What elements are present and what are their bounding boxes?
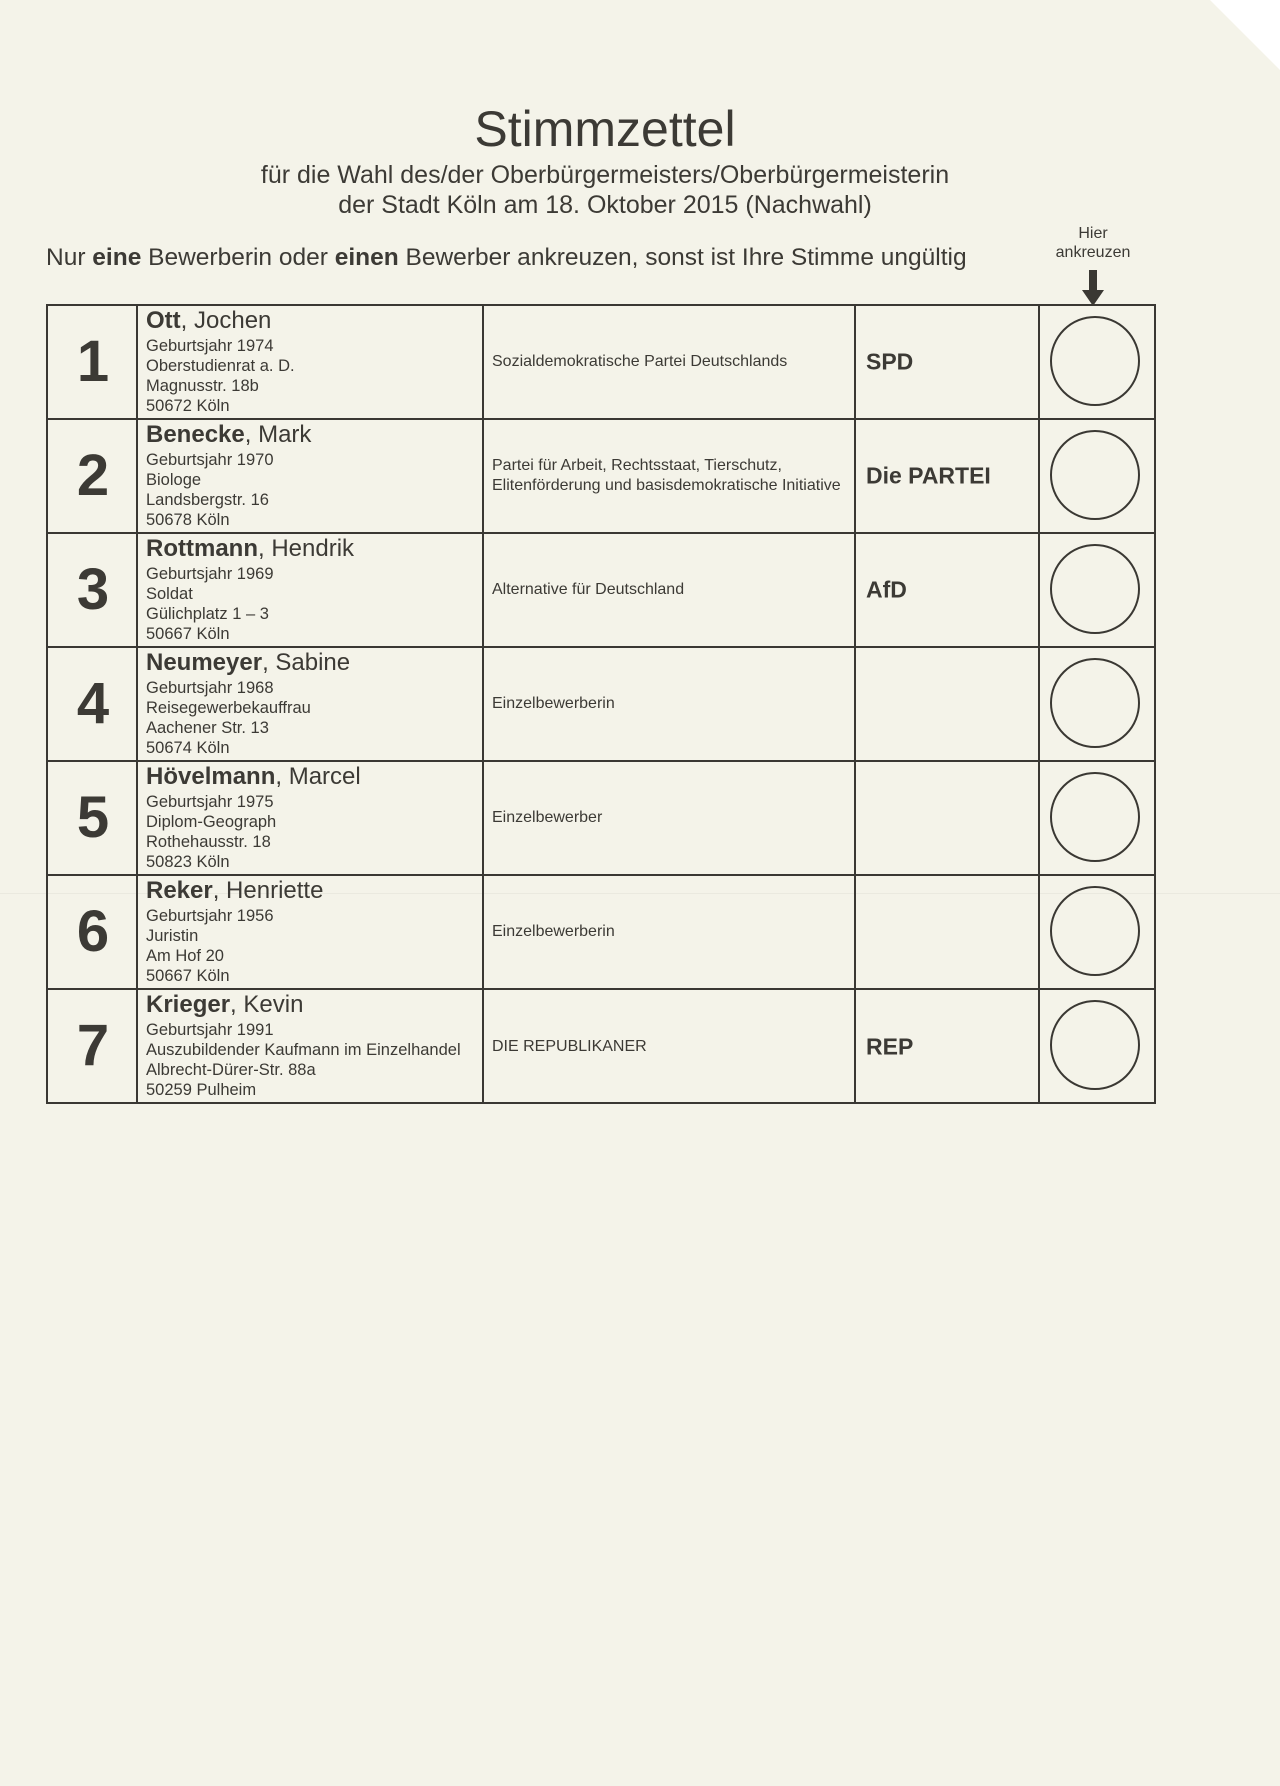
ballot-title: Stimmzettel [474,101,736,157]
candidate-number: 4 [76,671,110,736]
vote-mark-cell[interactable] [1040,876,1154,988]
vote-circle[interactable] [1050,658,1140,748]
candidate-row-3 [48,534,1154,648]
candidate-first-name: , Marcel [275,763,361,790]
candidate-number: 3 [76,557,110,622]
party-name: Alternative für Deutschland [492,581,685,598]
vote-circle[interactable] [1050,772,1140,862]
candidate-first-name: , Sabine [262,649,351,676]
party-short-name: REP [866,1033,914,1060]
candidate-last-name: Rottmann [146,535,258,562]
candidate-city: 50678 Köln [146,511,230,529]
candidate-street: Gülichplatz 1 – 3 [146,605,269,623]
instruction-emphasis-einen: einen [334,244,399,271]
voting-instruction: Nur eine Bewerberin oder einen Bewerber ankreuzen, sonst ist Ihre Stimme ungültig [46,244,967,271]
candidate-last-name: Reker [146,877,213,904]
party-name-cell [484,306,856,418]
candidate-street: Rothehausstr. 18 [146,833,271,851]
candidate-number-cell [48,534,138,646]
candidate-birth-year: Geburtsjahr 1956 [146,907,274,925]
candidate-number-cell [48,876,138,988]
party-short-cell [856,876,1040,988]
candidate-name [146,764,361,790]
candidate-number-cell [48,306,138,418]
mark-here-line2: ankreuzen [1055,244,1131,261]
candidate-details-cell [138,306,484,418]
candidate-name [146,992,303,1018]
mark-here-hint [1040,224,1146,262]
candidate-last-name: Benecke [146,421,245,448]
candidate-name [146,650,350,676]
ballot-subtitle-line2: der Stadt Köln am 18. Oktober 2015 (Nachwahl) [338,191,872,219]
candidate-last-name: Hövelmann [146,763,276,790]
party-short-name: Die PARTEI [866,462,991,489]
candidate-birth-year: Geburtsjahr 1991 [146,1021,274,1039]
vote-mark-cell[interactable] [1040,420,1154,532]
candidate-city: 50674 Köln [146,739,230,757]
arrow-down-icon [1082,270,1104,306]
candidate-number: 2 [76,443,110,508]
candidate-first-name: , Hendrik [257,535,355,562]
candidate-last-name: Ott [146,307,181,334]
candidate-last-name: Neumeyer [146,649,263,676]
candidate-details-cell [138,534,484,646]
candidate-row-5 [48,762,1154,876]
candidate-details-cell [138,990,484,1104]
candidate-street: Am Hof 20 [146,947,224,965]
party-short-cell [856,762,1040,874]
party-name: Partei für Arbeit, Rechtsstaat, Tierschutz, Elitenförderung und basisdemokratische Initiative [492,457,841,494]
party-name-cell [484,648,856,760]
vote-circle[interactable] [1050,430,1140,520]
party-name: DIE REPUBLIKANER [492,1038,647,1055]
candidate-number: 6 [76,899,110,964]
candidate-profession: Diplom-Geograph [146,813,277,831]
candidate-first-name: , Jochen [180,307,272,334]
candidate-number-cell [48,648,138,760]
party-name-cell [484,420,856,532]
candidate-profession: Auszubildender Kaufmann im Einzelhandel [146,1041,461,1059]
candidate-number-cell [48,990,138,1104]
candidate-street: Magnusstr. 18b [146,377,259,395]
vote-mark-cell[interactable] [1040,762,1154,874]
candidate-name [146,536,354,562]
candidate-row-1 [48,306,1154,420]
party-name: Einzelbewerberin [492,923,615,940]
candidate-number: 1 [76,329,110,394]
candidate-profession: Biologe [146,471,202,489]
party-short-cell [856,420,1040,532]
candidate-city: 50823 Köln [146,853,230,871]
party-name: Sozialdemokratische Partei Deutschlands [492,353,788,370]
candidate-details-cell [138,876,484,988]
candidate-birth-year: Geburtsjahr 1968 [146,679,274,697]
candidate-row-2 [48,420,1154,534]
candidate-details-cell [138,762,484,874]
candidate-street: Landsbergstr. 16 [146,491,269,509]
candidate-name [146,308,271,334]
party-name: Einzelbewerber [492,809,603,826]
candidate-name [146,878,323,904]
candidate-profession: Oberstudienrat a. D. [146,357,295,375]
party-short-name: SPD [866,348,914,375]
vote-mark-cell[interactable] [1040,648,1154,760]
party-short-cell [856,990,1040,1104]
candidate-birth-year: Geburtsjahr 1974 [146,337,274,355]
vote-circle[interactable] [1050,886,1140,976]
party-short-cell [856,534,1040,646]
candidate-number: 5 [76,785,110,850]
party-short-cell [856,648,1040,760]
candidate-number-cell [48,762,138,874]
vote-mark-cell[interactable] [1040,306,1154,418]
party-short-name: AfD [866,576,907,603]
candidate-birth-year: Geburtsjahr 1969 [146,565,274,583]
candidate-details-cell [138,420,484,532]
party-name-cell [484,534,856,646]
instruction-emphasis-eine: eine [92,244,142,271]
candidate-first-name: , Henriette [212,877,324,904]
mark-here-line1: Hier [1078,225,1108,242]
candidate-last-name: Krieger [146,991,231,1018]
candidate-number: 7 [76,1013,110,1078]
party-short-cell [856,306,1040,418]
vote-circle[interactable] [1050,544,1140,634]
candidate-profession: Juristin [146,927,199,945]
candidate-profession: Reisegewerbekauffrau [146,699,311,717]
candidate-street: Aachener Str. 13 [146,719,269,737]
candidate-city: 50259 Pulheim [146,1081,257,1099]
candidate-first-name: , Mark [244,421,312,448]
candidate-row-4 [48,648,1154,762]
candidate-table [46,304,1156,1104]
vote-circle[interactable] [1050,1000,1140,1090]
candidate-birth-year: Geburtsjahr 1975 [146,793,274,811]
candidate-name [146,422,311,448]
candidate-number-cell [48,420,138,532]
candidate-birth-year: Geburtsjahr 1970 [146,451,274,469]
candidate-city: 50672 Köln [146,397,230,415]
candidate-profession: Soldat [146,585,193,603]
vote-mark-cell[interactable] [1040,990,1154,1104]
party-name-cell [484,990,856,1104]
party-name-cell [484,876,856,988]
candidate-city: 50667 Köln [146,625,230,643]
ballot-subtitle-line1: für die Wahl des/der Oberbürgermeisters/Oberbürgermeisterin [260,161,950,189]
candidate-city: 50667 Köln [146,967,230,985]
vote-mark-cell[interactable] [1040,534,1154,646]
candidate-row-7 [48,990,1154,1104]
party-name: Einzelbewerberin [492,695,615,712]
vote-circle[interactable] [1050,316,1140,406]
party-name-cell [484,762,856,874]
folded-corner [1210,0,1280,70]
candidate-street: Albrecht-Dürer-Str. 88a [146,1061,316,1079]
candidate-details-cell [138,648,484,760]
candidate-first-name: , Kevin [230,991,304,1018]
candidate-row-6 [48,876,1154,990]
